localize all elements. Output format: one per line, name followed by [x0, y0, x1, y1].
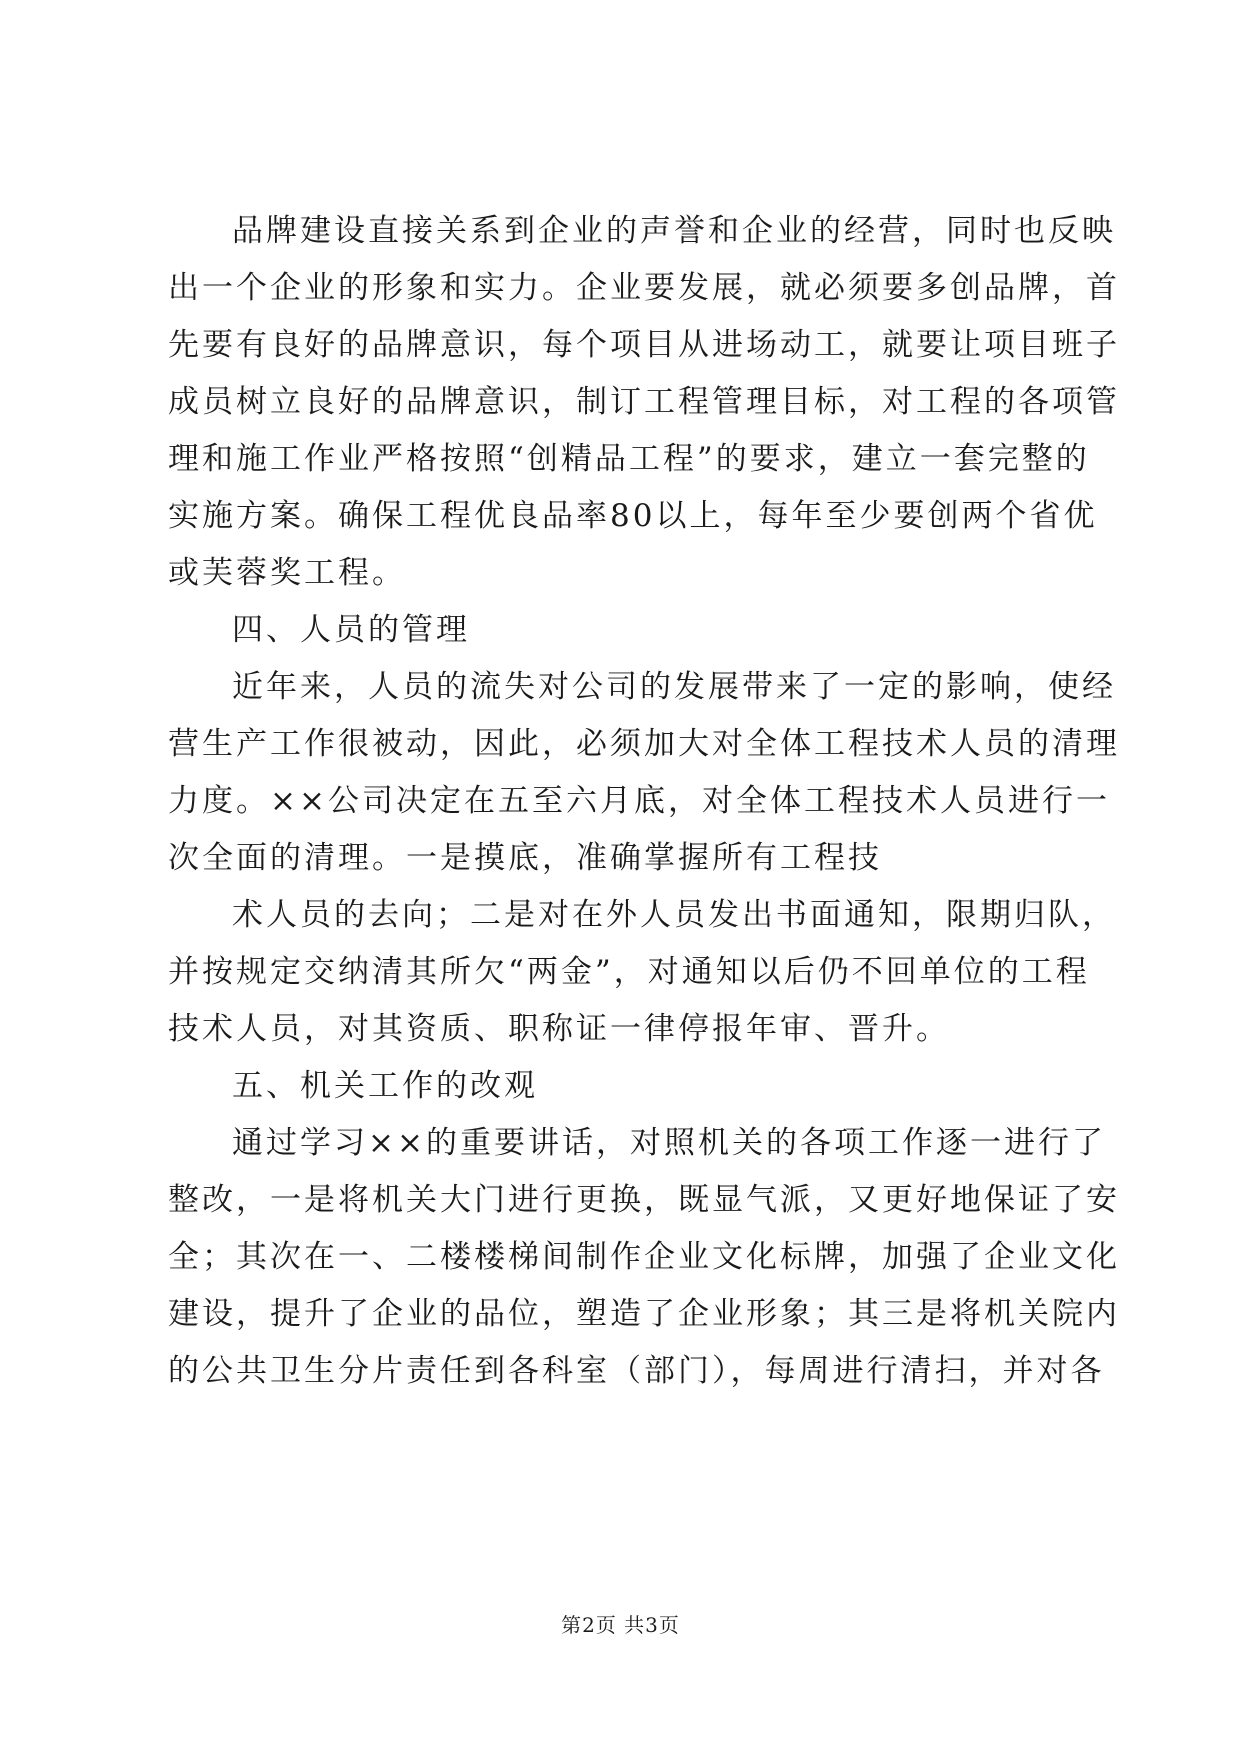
page-footer: 第2页 共3页	[561, 1613, 680, 1637]
paragraph-line: 力度。××公司决定在五至六月底，对全体工程技术人员进行一	[168, 783, 1110, 819]
section-heading: 四、人员的管理	[232, 612, 470, 648]
paragraph-line: 先要有良好的品牌意识，每个项目从进场动工，就要让项目班子	[168, 327, 1120, 363]
paragraph-line: 建设，提升了企业的品位，塑造了企业形象；其三是将机关院内	[168, 1296, 1120, 1332]
paragraph-line: 次全面的清理。一是摸底，准确掌握所有工程技	[168, 840, 882, 876]
paragraph-line: 营生产工作很被动，因此，必须加大对全体工程技术人员的清理	[168, 726, 1120, 762]
paragraph-line: 理和施工作业严格按照“创精品工程”的要求，建立一套完整的	[168, 441, 1090, 477]
paragraph-line: 术人员的去向；二是对在外人员发出书面通知，限期归队，	[232, 897, 1116, 933]
paragraph-line: 出一个企业的形象和实力。企业要发展，就必须要多创品牌，首	[168, 270, 1120, 306]
paragraph-line: 整改，一是将机关大门进行更换，既显气派，又更好地保证了安	[168, 1182, 1120, 1218]
section-heading: 五、机关工作的改观	[232, 1068, 538, 1104]
paragraph-line: 通过学习××的重要讲话，对照机关的各项工作逐一进行了	[232, 1125, 1106, 1161]
paragraph-line: 的公共卫生分片责任到各科室（部门），每周进行清扫，并对各	[168, 1353, 1105, 1389]
paragraph-line: 实施方案。确保工程优良品率80以上，每年至少要创两个省优	[168, 498, 1098, 534]
paragraph-line: 品牌建设直接关系到企业的声誉和企业的经营，同时也反映	[232, 213, 1116, 249]
paragraph-line: 并按规定交纳清其所欠“两金”，对通知以后仍不回单位的工程	[168, 954, 1090, 990]
paragraph-line: 技术人员，对其资质、职称证一律停报年审、晋升。	[168, 1011, 950, 1047]
paragraph-line: 成员树立良好的品牌意识，制订工程管理目标，对工程的各项管	[168, 384, 1120, 420]
paragraph-line: 近年来，人员的流失对公司的发展带来了一定的影响，使经	[232, 669, 1116, 705]
paragraph-line: 或芙蓉奖工程。	[168, 555, 406, 591]
paragraph-line: 全；其次在一、二楼楼梯间制作企业文化标牌，加强了企业文化	[168, 1239, 1120, 1275]
